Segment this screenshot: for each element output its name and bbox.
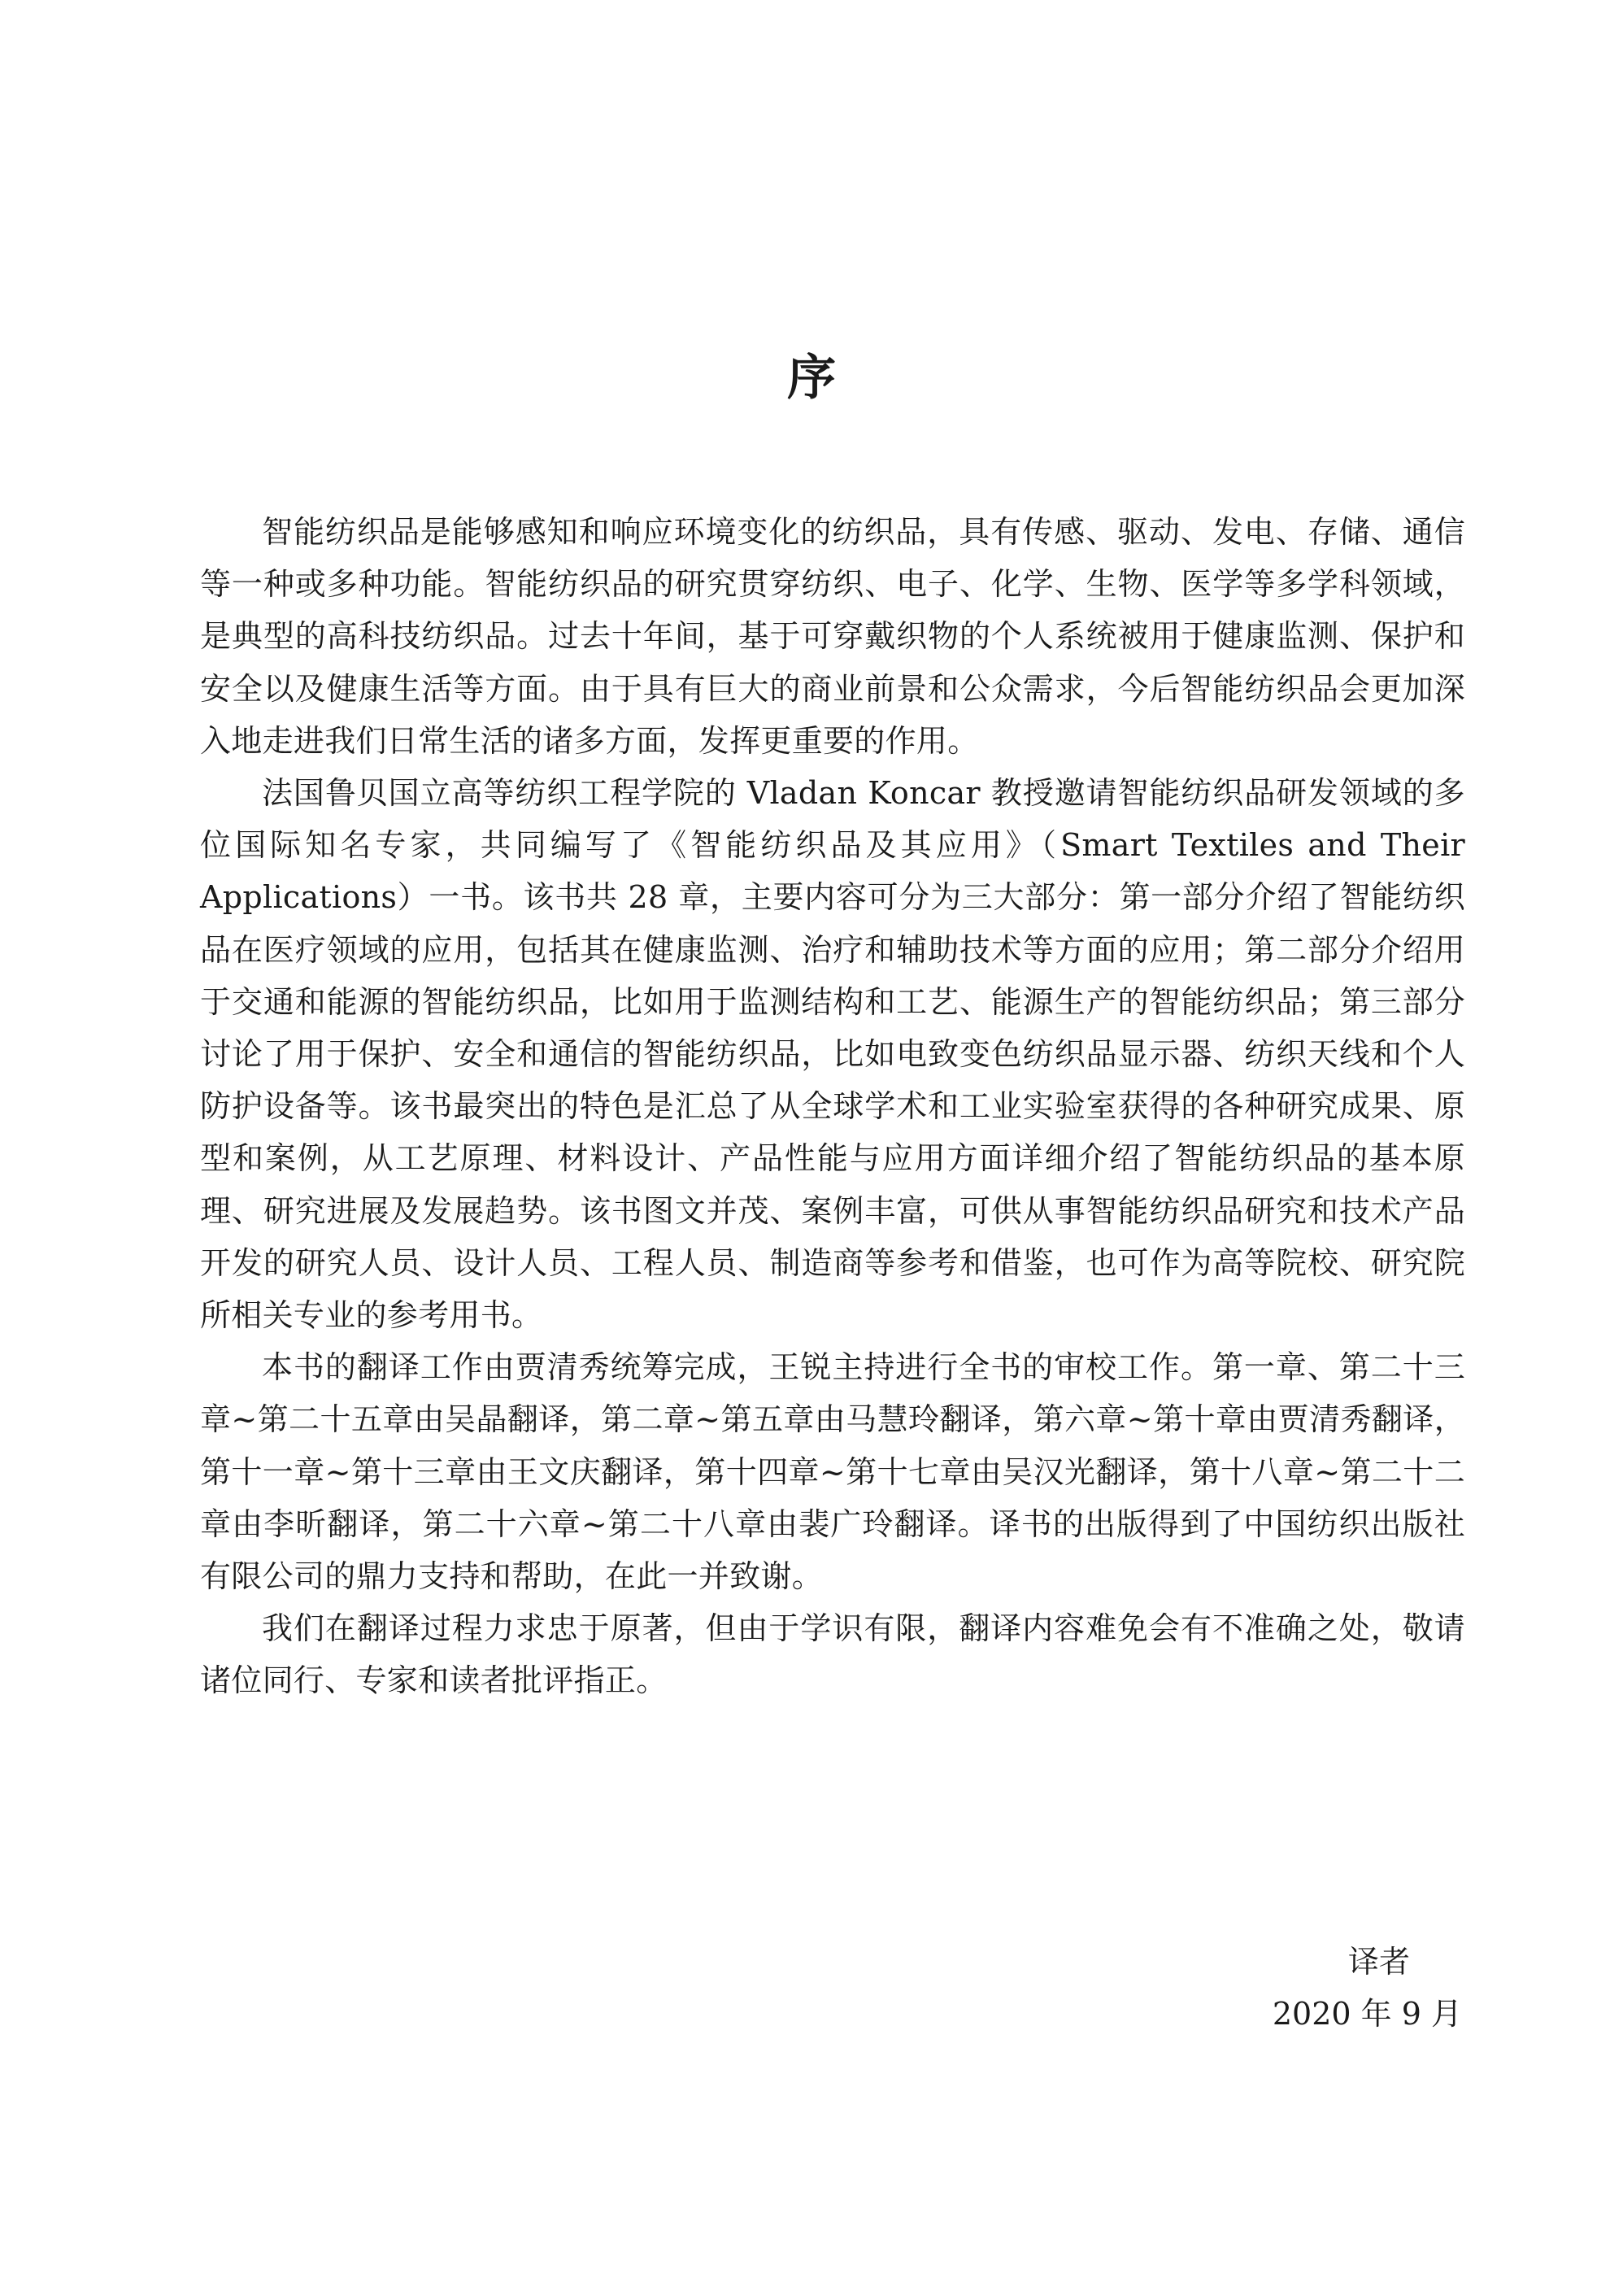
signature-date: 2020 年 9 月 (1272, 1996, 1462, 2032)
preface-body (200, 506, 1465, 1707)
paragraph-closing: 我们在翻译过程力求忠于原著，但由于学识有限，翻译内容难免会有不准确之处，敬请诸位同行、专家和读者批评指正。 (200, 1610, 1465, 1699)
page-title: 序 (787, 350, 836, 407)
signature-block (974, 1936, 1462, 2040)
paragraph-book-summary: 法国鲁贝国立高等纺织工程学院的 Vladan Koncar 教授邀请智能纺织品研发领域的多位国际知名专家，共同编写了《智能纺织品及其应用》（Smart Textiles and Their Applications）一书。该书共 28 章，主要内容可分为三大部分：第一部分介绍了智能纺织品在医疗领域的应用，包括其在健康监测、治疗和辅助技术等方面的应用；第二部分介绍用于交通和能源的智能纺织品，比如用于监测结构和工艺、能源生产的智能纺织品；第三部分讨论了用于保护、安全和通信的智能纺织品，比如电致变色纺织品显示器、纺织天线和个人防护设备等。该书最突出的特色是汇总了从全球学术和工业实验室获得的各种研究成果、原型和案例，从工艺原理、材料设计、产品性能与应用方面详细介绍了智能纺织品的基本原理、研究进展及发展趋势。该书图文并茂、案例丰富，可供从事智能纺织品研究和技术产品开发的研究人员、设计人员、工程人员、制造商等参考和借鉴，也可作为高等院校、研究院所相关专业的参考用书。 (200, 775, 1465, 1334)
paragraph-translation-credits: 本书的翻译工作由贾清秀统筹完成，王锐主持进行全书的审校工作。第一章、第二十三章~第二十五章由吴晶翻译，第二章~第五章由马慧玲翻译，第六章~第十章由贾清秀翻译，第十一章~第十三章由王文庆翻译，第十四章~第十七章由吴汉光翻译，第十八章~第二十二章由李昕翻译，第二十六章~第二十八章由裴广玲翻译。译书的出版得到了中国纺织出版社有限公司的鼎力支持和帮助，在此一并致谢。 (200, 1349, 1465, 1595)
paragraph-intro: 智能纺织品是能够感知和响应环境变化的纺织品，具有传感、驱动、发电、存储、通信等一种或多种功能。智能纺织品的研究贯穿纺织、电子、化学、生物、医学等多学科领域，是典型的高科技纺织品。过去十年间，基于可穿戴织物的个人系统被用于健康监测、保护和安全以及健康生活等方面。由于具有巨大的商业前景和公众需求，今后智能纺织品会更加深入地走进我们日常生活的诸多方面，发挥更重要的作用。 (200, 514, 1465, 759)
signature-translator: 译者 (1347, 1944, 1410, 1980)
